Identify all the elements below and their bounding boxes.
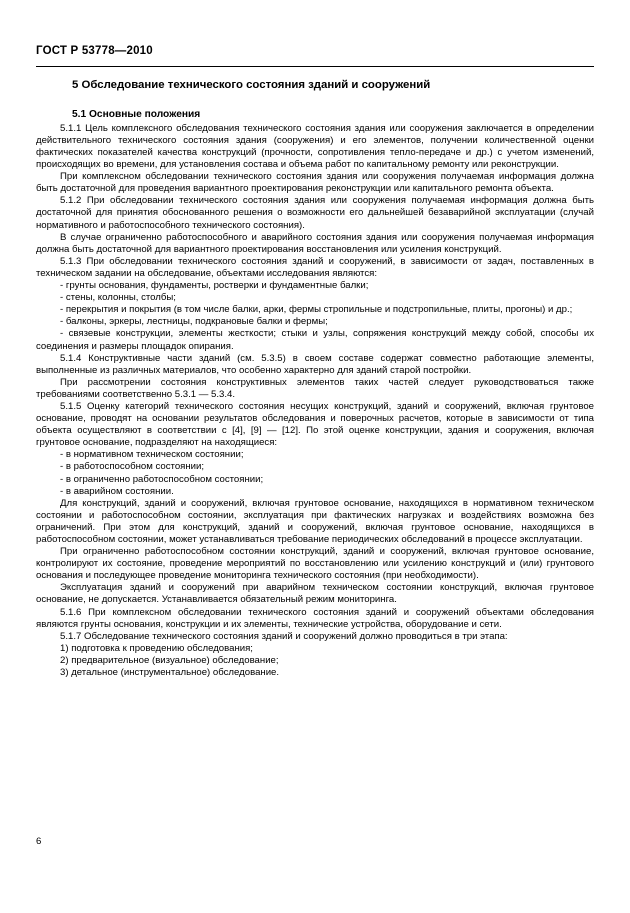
list-item: 3) детальное (инструментальное) обследование.: [60, 667, 280, 679]
list-item: - перекрытия и покрытия (в том числе балки, арки, фермы стропильные и подстропильные, плиты, прогоны) и др.;: [60, 304, 573, 316]
list-item: - в аварийном состоянии.: [60, 485, 174, 497]
list-item: - балконы, эркеры, лестницы, подкрановые балки и фермы;: [60, 316, 328, 328]
paragraph: 5.1.5 Оценку категорий технического состояния несущих конструкций, зданий и сооружений, включая грунтовое основание, проводят на основании результатов обследования и поверочных расчетов, которые в зависимости от типа объекта осуществляют в соответствии с [4], [9] — [12]. По этой оценке конструкции, здания и сооружения, включая грунтовое основание, подразделяют на находящиеся:: [36, 400, 594, 449]
paragraph: Эксплуатация зданий и сооружений при аварийном техническом состоянии конструкций, включая грунтовое основание, не допускается. Устанавливается обязательный режим мониторинга.: [36, 582, 594, 606]
header-divider: [36, 66, 594, 67]
list-item: - стены, колонны, столбы;: [60, 292, 176, 304]
paragraph: 5.1.6 При комплексном обследовании технического состояния зданий и сооружений объектами обследования являются грунты основания, конструкции и их элементы, технические устройства, оборудование и сети.: [36, 606, 594, 630]
list-item: - в работоспособном состоянии;: [60, 461, 205, 473]
paragraph: При рассмотрении состояния конструктивных элементов таких частей следует руководствоваться также требованиями соответственно 5.3.1 — 5.3.4.: [36, 376, 594, 400]
paragraph: При комплексном обследовании технического состояния здания или сооружения получаемая информация должна быть достаточной для проведения вариантного проектирования реконструкции или капитального ремонта объекта.: [36, 171, 594, 195]
paragraph: 5.1.7 Обследование технического состояния зданий и сооружений должно проводиться в три этапа:: [60, 630, 508, 642]
list-item: - связевые конструкции, элементы жесткости; стыки и узлы, сопряжения конструкций между собой, способы их соединения и размеры площадок опирания.: [36, 328, 594, 352]
paragraph: При ограниченно работоспособном состоянии конструкций, зданий и сооружений, включая грунтовое основание, контролируют их состояние, проведение мероприятий по восстановлению или усилению конструкций и (или) грунтового основания и последующее проведение мониторинга технического состояния (при необходимости).: [36, 546, 594, 582]
list-item: 2) предварительное (визуальное) обследование;: [60, 654, 279, 666]
list-item: - грунты основания, фундаменты, ростверки и фундаментные балки;: [60, 280, 369, 292]
document-body: [36, 78, 594, 679]
paragraph: В случае ограниченно работоспособного и аварийного состояния здания или сооружения получаемая информация должна быть достаточной для вариантного проектирования восстановления или усиления конструкций.: [36, 231, 594, 255]
subsection-title: 5.1 Основные положения: [72, 108, 201, 120]
list-item: 1) подготовка к проведению обследования;: [60, 642, 253, 654]
paragraph: 5.1.4 Конструктивные части зданий (см. 5.3.5) в своем составе содержат совместно работающие элементы, выполненные из различных материалов, что особенно характерно для зданий старой постройки.: [36, 352, 594, 376]
list-item: - в ограниченно работоспособном состоянии;: [60, 473, 264, 485]
document-header-standard-number: ГОСТ Р 53778—2010: [36, 45, 153, 57]
paragraph: 5.1.1 Цель комплексного обследования технического состояния здания или сооружения заключается в определении действительного технического состояния здания (сооружения) и его элементов, получении количественной оценки фактических показателей качества конструкций (прочности, сопротивления тепло-передаче и др.) с учетом изменений, происходящих во времени, для установления состава и объема работ по капитальному ремонту или реконструкции.: [36, 122, 594, 171]
paragraph: 5.1.2 При обследовании технического состояния здания или сооружения получаемая информация должна быть достаточной для принятия обоснованного решения о возможности его дальнейшей безаварийной эксплуатации (случай нормативного и работоспособного технического состояния).: [36, 195, 594, 231]
section-title: 5 Обследование технического состояния зданий и сооружений: [72, 79, 431, 91]
paragraph: 5.1.3 При обследовании технического состояния зданий и сооружений, в зависимости от задач, поставленных в техническом задании на обследование, объектами исследования являются:: [36, 255, 594, 279]
paragraph: Для конструкций, зданий и сооружений, включая грунтовое основание, находящихся в нормативном техническом состоянии и работоспособном состоянии, эксплуатация при фактических нагрузках и воздействиях возможна без ограничений. При этом для конструкций, зданий и сооружений, включая грунтовое основание, находящихся в работоспособном состоянии, может устанавливаться требование периодических обследований в процессе эксплуатации.: [36, 497, 594, 546]
list-item: - в нормативном техническом состоянии;: [60, 449, 244, 461]
page-number: 6: [36, 836, 42, 847]
